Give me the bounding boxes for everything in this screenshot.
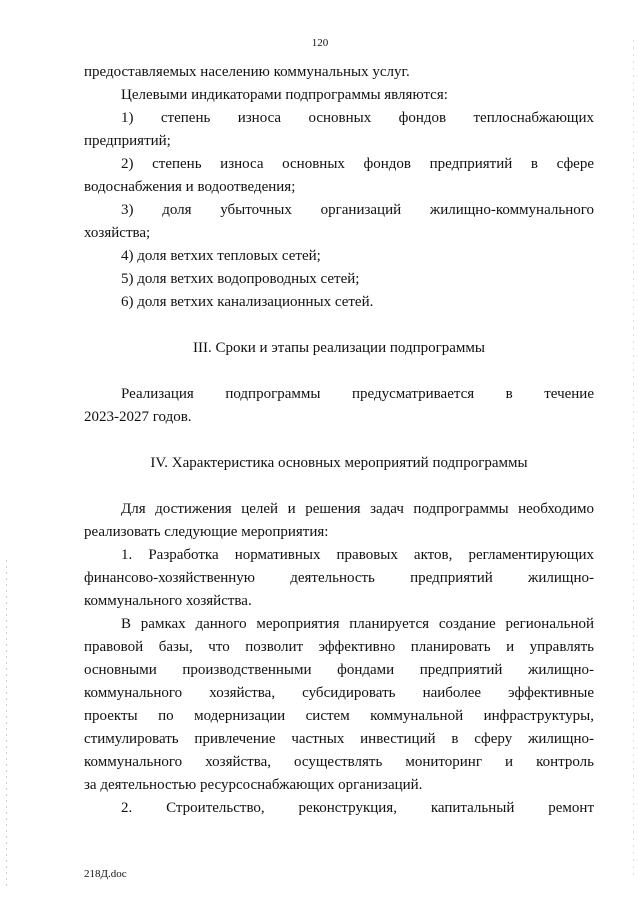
paragraph-line: предоставляемых населению коммунальных услуг. xyxy=(84,64,410,80)
scan-edge-left xyxy=(6,560,7,890)
indicator-2-line1: 2) степень износа основных фондов предприятий в сфере xyxy=(121,156,594,172)
section-3-paragraph-line1: Реализация подпрограммы предусматривается в течение xyxy=(121,386,594,402)
file-name-footer: 218Д.doc xyxy=(84,868,127,880)
measure-2-line1: 2. Строительство, реконструкция, капитальный ремонт xyxy=(121,800,594,816)
indicator-5: 5) доля ветхих водопроводных сетей; xyxy=(121,271,360,287)
indicators-intro: Целевыми индикаторами подпрограммы являются: xyxy=(121,87,448,103)
indicator-1-line1: 1) степень износа основных фондов теплоснабжающих xyxy=(121,110,594,126)
section-3-heading: III. Сроки и этапы реализации подпрограммы xyxy=(192,340,485,356)
measure-1-line1: 1. Разработка нормативных правовых актов, регламентирующих xyxy=(121,547,594,563)
document-body xyxy=(84,61,594,820)
indicator-6: 6) доля ветхих канализационных сетей. xyxy=(121,294,374,310)
indicator-4: 4) доля ветхих тепловых сетей; xyxy=(121,248,321,264)
description-line1: В рамках данного мероприятия планируется создание региональной xyxy=(121,616,594,632)
section-4-heading: IV. Характеристика основных мероприятий подпрограммы xyxy=(150,455,528,471)
indicator-2-line2: водоснабжения и водоотведения; xyxy=(84,179,296,195)
description-line8: за деятельностью ресурсоснабжающих организаций. xyxy=(84,777,423,793)
scan-edge-right xyxy=(633,40,634,880)
description-line6: стимулировать привлечение частных инвестиций в сферу жилищно- xyxy=(84,731,594,747)
description-line5: проекты по модернизации систем коммунальной инфраструктуры, xyxy=(84,708,594,724)
description-line3: основными производственными фондами предприятий жилищно- xyxy=(84,662,594,678)
section-4-intro-line1: Для достижения целей и решения задач подпрограммы необходимо xyxy=(121,501,594,517)
section-4-intro-line2: реализовать следующие мероприятия: xyxy=(84,524,329,540)
measure-1-line3: коммунального хозяйства. xyxy=(84,593,252,609)
measure-1-line2: финансово-хозяйственную деятельность предприятий жилищно- xyxy=(84,570,594,586)
description-line7: коммунального хозяйства, осуществлять мониторинг и контроль xyxy=(84,754,594,770)
section-3-paragraph-line2: 2023-2027 годов. xyxy=(84,409,192,425)
indicator-3-line2: хозяйства; xyxy=(84,225,151,241)
indicator-1-line2: предприятий; xyxy=(84,133,171,149)
description-line4: коммунального хозяйства, субсидировать наиболее эффективные xyxy=(84,685,594,701)
indicator-3-line1: 3) доля убыточных организаций жилищно-коммунального xyxy=(121,202,594,218)
description-line2: правовой базы, что позволит эффективно планировать и управлять xyxy=(84,639,594,655)
page-number: 120 xyxy=(311,37,329,49)
